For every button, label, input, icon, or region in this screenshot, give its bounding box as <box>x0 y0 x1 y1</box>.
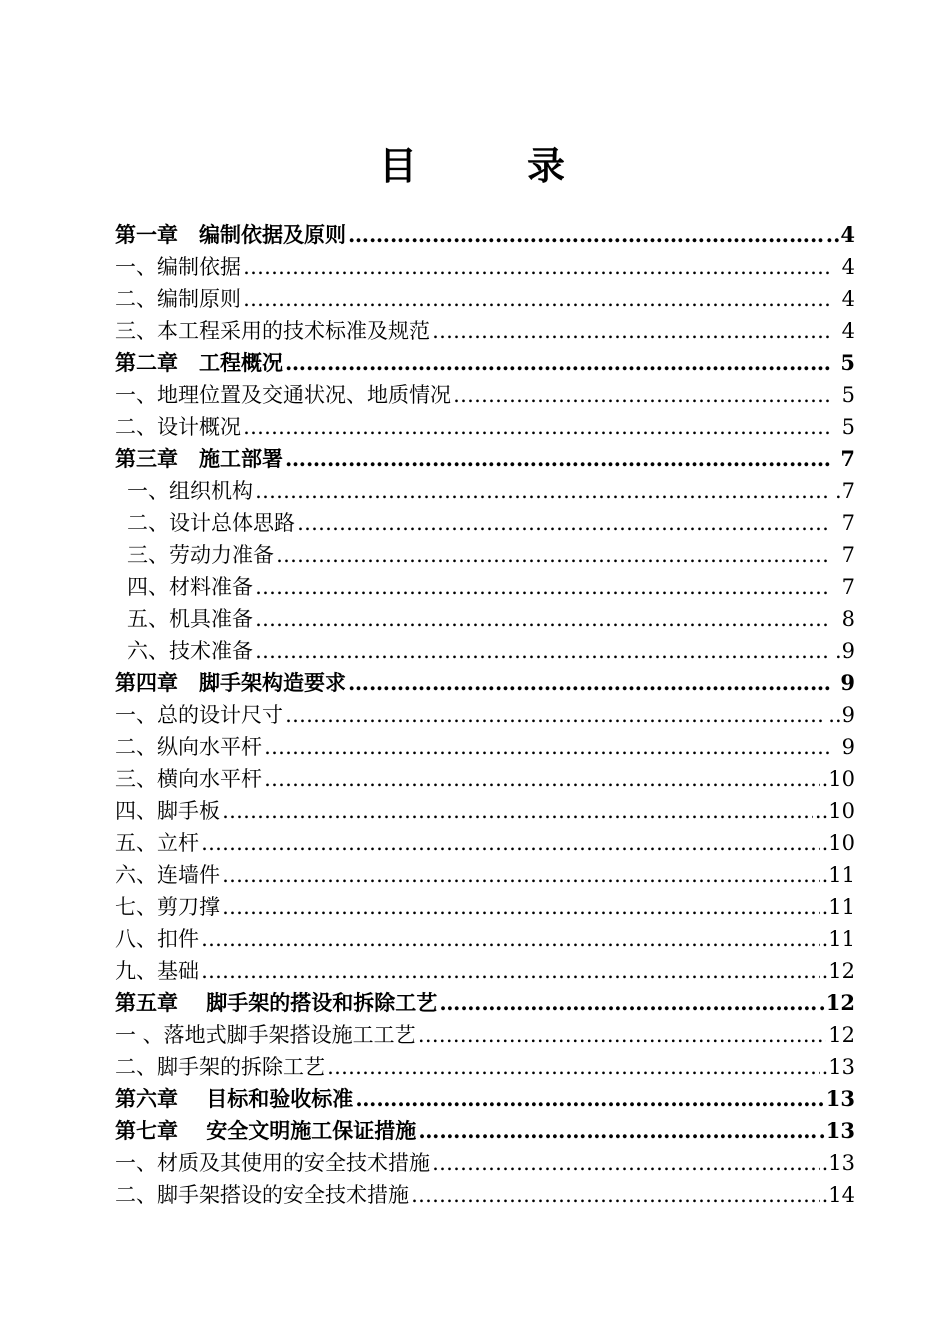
entry-label: 六、连墙件 <box>115 863 220 887</box>
entry-page-number: .14 <box>821 1183 855 1207</box>
entry-label: 五、机具准备 <box>127 607 253 631</box>
toc-section-entry[interactable] <box>115 507 855 539</box>
dot-leader <box>439 987 816 1019</box>
toc-section-entry[interactable] <box>115 699 855 731</box>
dot-leader <box>201 827 820 859</box>
toc-section-entry[interactable] <box>115 635 855 667</box>
entry-page-number: 4 <box>841 319 855 343</box>
entry-page-number: 7 <box>841 543 855 567</box>
dot-leader <box>297 507 831 539</box>
entry-page-number: ..9 <box>828 703 855 727</box>
entry-page-number: .11 <box>821 863 855 887</box>
entry-label: 五、立杆 <box>115 831 199 855</box>
toc-chapter-entry[interactable] <box>115 1083 855 1115</box>
entry-label: 一、材质及其使用的安全技术措施 <box>115 1151 430 1175</box>
entry-label: 第五章 脚手架的搭设和拆除工艺 <box>115 990 438 1015</box>
entry-page-number: 12 <box>828 1023 855 1047</box>
entry-label: 一、地理位置及交通状况、地质情况 <box>115 383 451 407</box>
dot-leader <box>222 891 820 923</box>
entry-page-number: .11 <box>821 895 855 919</box>
entry-page-number: 5 <box>841 383 855 407</box>
toc-section-entry[interactable] <box>115 1051 855 1083</box>
entry-page-number: 7 <box>840 446 855 471</box>
dot-leader <box>327 1051 820 1083</box>
entry-label: 八、扣件 <box>115 927 199 951</box>
dot-leader <box>243 251 831 283</box>
dot-leader <box>285 699 826 731</box>
entry-label: 九、基础 <box>115 959 199 983</box>
dot-leader <box>201 923 820 955</box>
dot-leader <box>453 379 831 411</box>
dot-leader <box>243 283 831 315</box>
toc-section-entry[interactable] <box>115 315 855 347</box>
entry-page-number: 9 <box>841 735 855 759</box>
entry-label: 二、编制原则 <box>115 287 241 311</box>
entry-page-number: .11 <box>821 927 855 951</box>
entry-label: 三、本工程采用的技术标准及规范 <box>115 319 430 343</box>
toc-section-entry[interactable] <box>115 1019 855 1051</box>
dot-leader <box>355 1083 823 1115</box>
dot-leader <box>255 635 831 667</box>
dot-leader <box>285 443 831 475</box>
entry-page-number: .9 <box>834 639 855 663</box>
dot-leader <box>348 667 831 699</box>
toc-list <box>115 219 855 1211</box>
dot-leader <box>285 347 831 379</box>
dot-leader <box>255 603 831 635</box>
dot-leader <box>264 763 820 795</box>
entry-page-number: .7 <box>834 479 855 503</box>
entry-label: 第一章 编制依据及原则 <box>115 222 346 247</box>
entry-page-number: ..10 <box>814 799 855 823</box>
entry-label: 二、脚手架的拆除工艺 <box>115 1055 325 1079</box>
dot-leader <box>432 1147 820 1179</box>
toc-section-entry[interactable] <box>115 475 855 507</box>
entry-page-number: 7 <box>841 511 855 535</box>
entry-page-number: .13 <box>821 1151 855 1175</box>
entry-page-number: 4 <box>841 287 855 311</box>
dot-leader <box>222 795 813 827</box>
toc-section-entry[interactable] <box>115 795 855 827</box>
entry-page-number: .13 <box>818 1118 855 1143</box>
entry-label: 第三章 施工部署 <box>115 446 283 471</box>
entry-label: 三、劳动力准备 <box>127 543 274 567</box>
entry-label: 一、总的设计尺寸 <box>115 703 283 727</box>
toc-chapter-entry[interactable] <box>115 219 855 251</box>
entry-label: 二、设计总体思路 <box>127 511 295 535</box>
toc-section-entry[interactable] <box>115 1147 855 1179</box>
entry-label: 四、脚手板 <box>115 799 220 823</box>
entry-label: 二、纵向水平杆 <box>115 735 262 759</box>
entry-label: 六、技术准备 <box>127 639 253 663</box>
toc-section-entry[interactable] <box>115 731 855 763</box>
toc-section-entry[interactable] <box>115 1179 855 1211</box>
dot-leader <box>348 219 824 251</box>
dot-leader <box>255 475 831 507</box>
entry-page-number: .10 <box>821 831 855 855</box>
entry-page-number: 4 <box>841 255 855 279</box>
toc-section-entry[interactable] <box>115 411 855 443</box>
dot-leader <box>418 1115 816 1147</box>
entry-page-number: 5 <box>840 350 855 375</box>
entry-label: 一、编制依据 <box>115 255 241 279</box>
entry-page-number: 5 <box>841 415 855 439</box>
entry-page-number: .13 <box>821 1055 855 1079</box>
entry-label: 二、脚手架搭设的安全技术措施 <box>115 1183 409 1207</box>
entry-label: 一 、落地式脚手架搭设施工工艺 <box>115 1023 416 1047</box>
entry-label: 四、材料准备 <box>127 575 253 599</box>
entry-label: 二、设计概况 <box>115 415 241 439</box>
entry-label: 第七章 安全文明施工保证措施 <box>115 1118 417 1143</box>
toc-section-entry[interactable] <box>115 923 855 955</box>
toc-section-entry[interactable] <box>115 827 855 859</box>
entry-label: 第四章 脚手架构造要求 <box>115 670 346 695</box>
toc-title: 目 录 <box>378 143 601 188</box>
entry-label: 第二章 工程概况 <box>115 350 283 375</box>
dot-leader <box>222 859 820 891</box>
toc-section-entry[interactable] <box>115 251 855 283</box>
toc-chapter-entry[interactable] <box>115 1115 855 1147</box>
entry-page-number: 9 <box>840 670 855 695</box>
dot-leader <box>243 411 831 443</box>
toc-section-entry[interactable] <box>115 379 855 411</box>
entry-page-number: .12 <box>821 959 855 983</box>
toc-section-entry[interactable] <box>115 539 855 571</box>
dot-leader <box>201 955 820 987</box>
toc-chapter-entry[interactable] <box>115 667 855 699</box>
toc-chapter-entry[interactable] <box>115 443 855 475</box>
entry-page-number: .10 <box>821 767 855 791</box>
toc-section-entry[interactable] <box>115 891 855 923</box>
dot-leader <box>432 315 831 347</box>
dot-leader <box>411 1179 820 1211</box>
entry-label: 七、剪刀撑 <box>115 895 220 919</box>
toc-section-entry[interactable] <box>115 571 855 603</box>
toc-section-entry[interactable] <box>115 859 855 891</box>
entry-page-number: .12 <box>818 990 855 1015</box>
toc-chapter-entry[interactable] <box>115 987 855 1019</box>
entry-label: 第六章 目标和验收标准 <box>115 1086 354 1111</box>
toc-section-entry[interactable] <box>115 603 855 635</box>
entry-page-number: 8 <box>841 607 855 631</box>
toc-section-entry[interactable] <box>115 763 855 795</box>
entry-page-number: ..4 <box>825 222 855 247</box>
dot-leader <box>418 1019 827 1051</box>
dot-leader <box>276 539 831 571</box>
toc-section-entry[interactable] <box>115 283 855 315</box>
toc-chapter-entry[interactable] <box>115 347 855 379</box>
dot-leader <box>255 571 831 603</box>
entry-label: 一、组织机构 <box>127 479 253 503</box>
entry-page-number: 7 <box>841 575 855 599</box>
entry-label: 三、横向水平杆 <box>115 767 262 791</box>
toc-section-entry[interactable] <box>115 955 855 987</box>
entry-page-number: 13 <box>825 1086 855 1111</box>
dot-leader <box>264 731 831 763</box>
